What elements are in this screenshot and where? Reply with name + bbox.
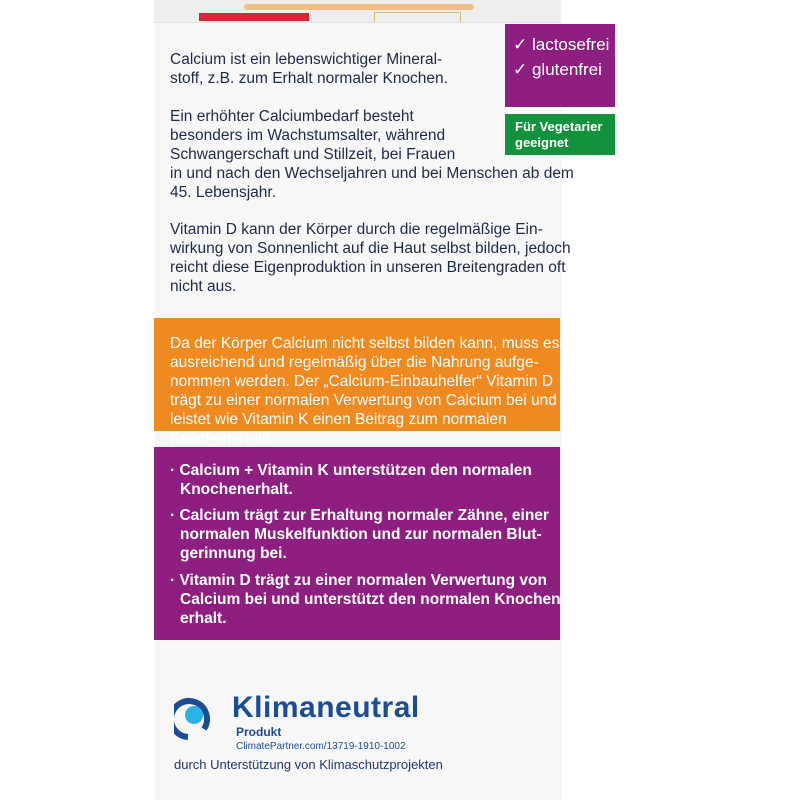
text-line: nommen werden. Der „Calcium-Einbauhelfer“ Vitamin D bbox=[170, 373, 554, 390]
text-line: Vitamin D kann der Körper durch die regelmäßige Ein- bbox=[170, 221, 543, 238]
text-line: 45. Lebensjahr. bbox=[170, 184, 277, 201]
text-line: ausreichend und regelmäßig über die Nahrung aufge- bbox=[170, 354, 539, 371]
package-top-flap bbox=[154, 0, 560, 23]
package-back-panel bbox=[154, 0, 610, 800]
text-line: Schwangerschaft und Stillzeit, bei Frauen bbox=[170, 146, 456, 163]
allergen-free-badge bbox=[505, 24, 615, 107]
text-line: erhalt. bbox=[180, 610, 227, 627]
vegetarian-badge bbox=[505, 114, 615, 155]
brand-tag bbox=[374, 12, 461, 23]
benefit-item bbox=[170, 506, 549, 563]
text-line: besonders im Wachstumsalter, während bbox=[170, 127, 446, 144]
text-line: leistet wie Vitamin K einen Beitrag zum normalen bbox=[170, 411, 507, 428]
text-line: Ein erhöhter Calciumbedarf besteht bbox=[170, 108, 414, 125]
text-line: Calcium bei und unterstützt den normalen Knochen- bbox=[180, 591, 566, 608]
text-line: trägt zu einer normalen Verwertung von Calcium bei und bbox=[170, 392, 557, 409]
climatepartner-logo-icon bbox=[174, 693, 214, 743]
benefit-item bbox=[170, 571, 566, 628]
gluten-free-label: ✓ glutenfrei bbox=[513, 60, 602, 79]
text-line: wirkung von Sonnenlicht auf die Haut selbst bilden, jedoch bbox=[170, 240, 571, 257]
benefit-item bbox=[170, 461, 532, 499]
intro-paragraph-3 bbox=[170, 220, 571, 296]
text-line: gerinnung bei. bbox=[180, 545, 287, 562]
text-line: · Calcium + Vitamin K unterstützen den normalen bbox=[170, 462, 532, 479]
text-line: stoff, z.B. zum Erhalt normaler Knochen. bbox=[170, 70, 448, 87]
text-line: · Calcium trägt zur Erhaltung normaler Zähne, einer bbox=[170, 507, 549, 524]
text-line: Knochenerhalt. bbox=[170, 430, 275, 447]
text-line: in und nach den Wechseljahren und bei Menschen ab dem bbox=[170, 165, 574, 182]
orange-paragraph bbox=[170, 334, 559, 448]
brand-logo-reversed bbox=[244, 4, 474, 10]
text-line: · Vitamin D trägt zu einer normalen Verwertung von bbox=[170, 572, 547, 589]
brand-label-red bbox=[199, 13, 309, 21]
vegetarian-label: Für Vegetarier bbox=[515, 119, 603, 134]
purple-benefits-box bbox=[154, 447, 566, 640]
text-line: Knochenerhalt. bbox=[180, 481, 293, 498]
climate-title: Klimaneutral bbox=[232, 691, 420, 724]
text-line: normalen Muskelfunktion und zur normalen Blut- bbox=[180, 526, 542, 543]
orange-info-box bbox=[154, 318, 560, 447]
intro-paragraph-1 bbox=[170, 50, 448, 88]
text-line: Calcium ist ein lebenswichtiger Mineral- bbox=[170, 51, 443, 68]
climate-subtitle: durch Unterstützung von Klimaschutzprojekten bbox=[174, 757, 443, 772]
vegetarian-label: geeignet bbox=[515, 135, 569, 150]
text-line: reicht diese Eigenproduktion in unseren Breitengraden oft bbox=[170, 259, 566, 276]
climate-url: ClimatePartner.com/13719-1910-1002 bbox=[236, 741, 406, 752]
text-line: Da der Körper Calcium nicht selbst bilden kann, muss es bbox=[170, 335, 560, 352]
lactose-free-label: ✓ lactosefrei bbox=[513, 35, 610, 54]
climate-product: Produkt bbox=[236, 725, 282, 739]
text-line: nicht aus. bbox=[170, 278, 237, 295]
